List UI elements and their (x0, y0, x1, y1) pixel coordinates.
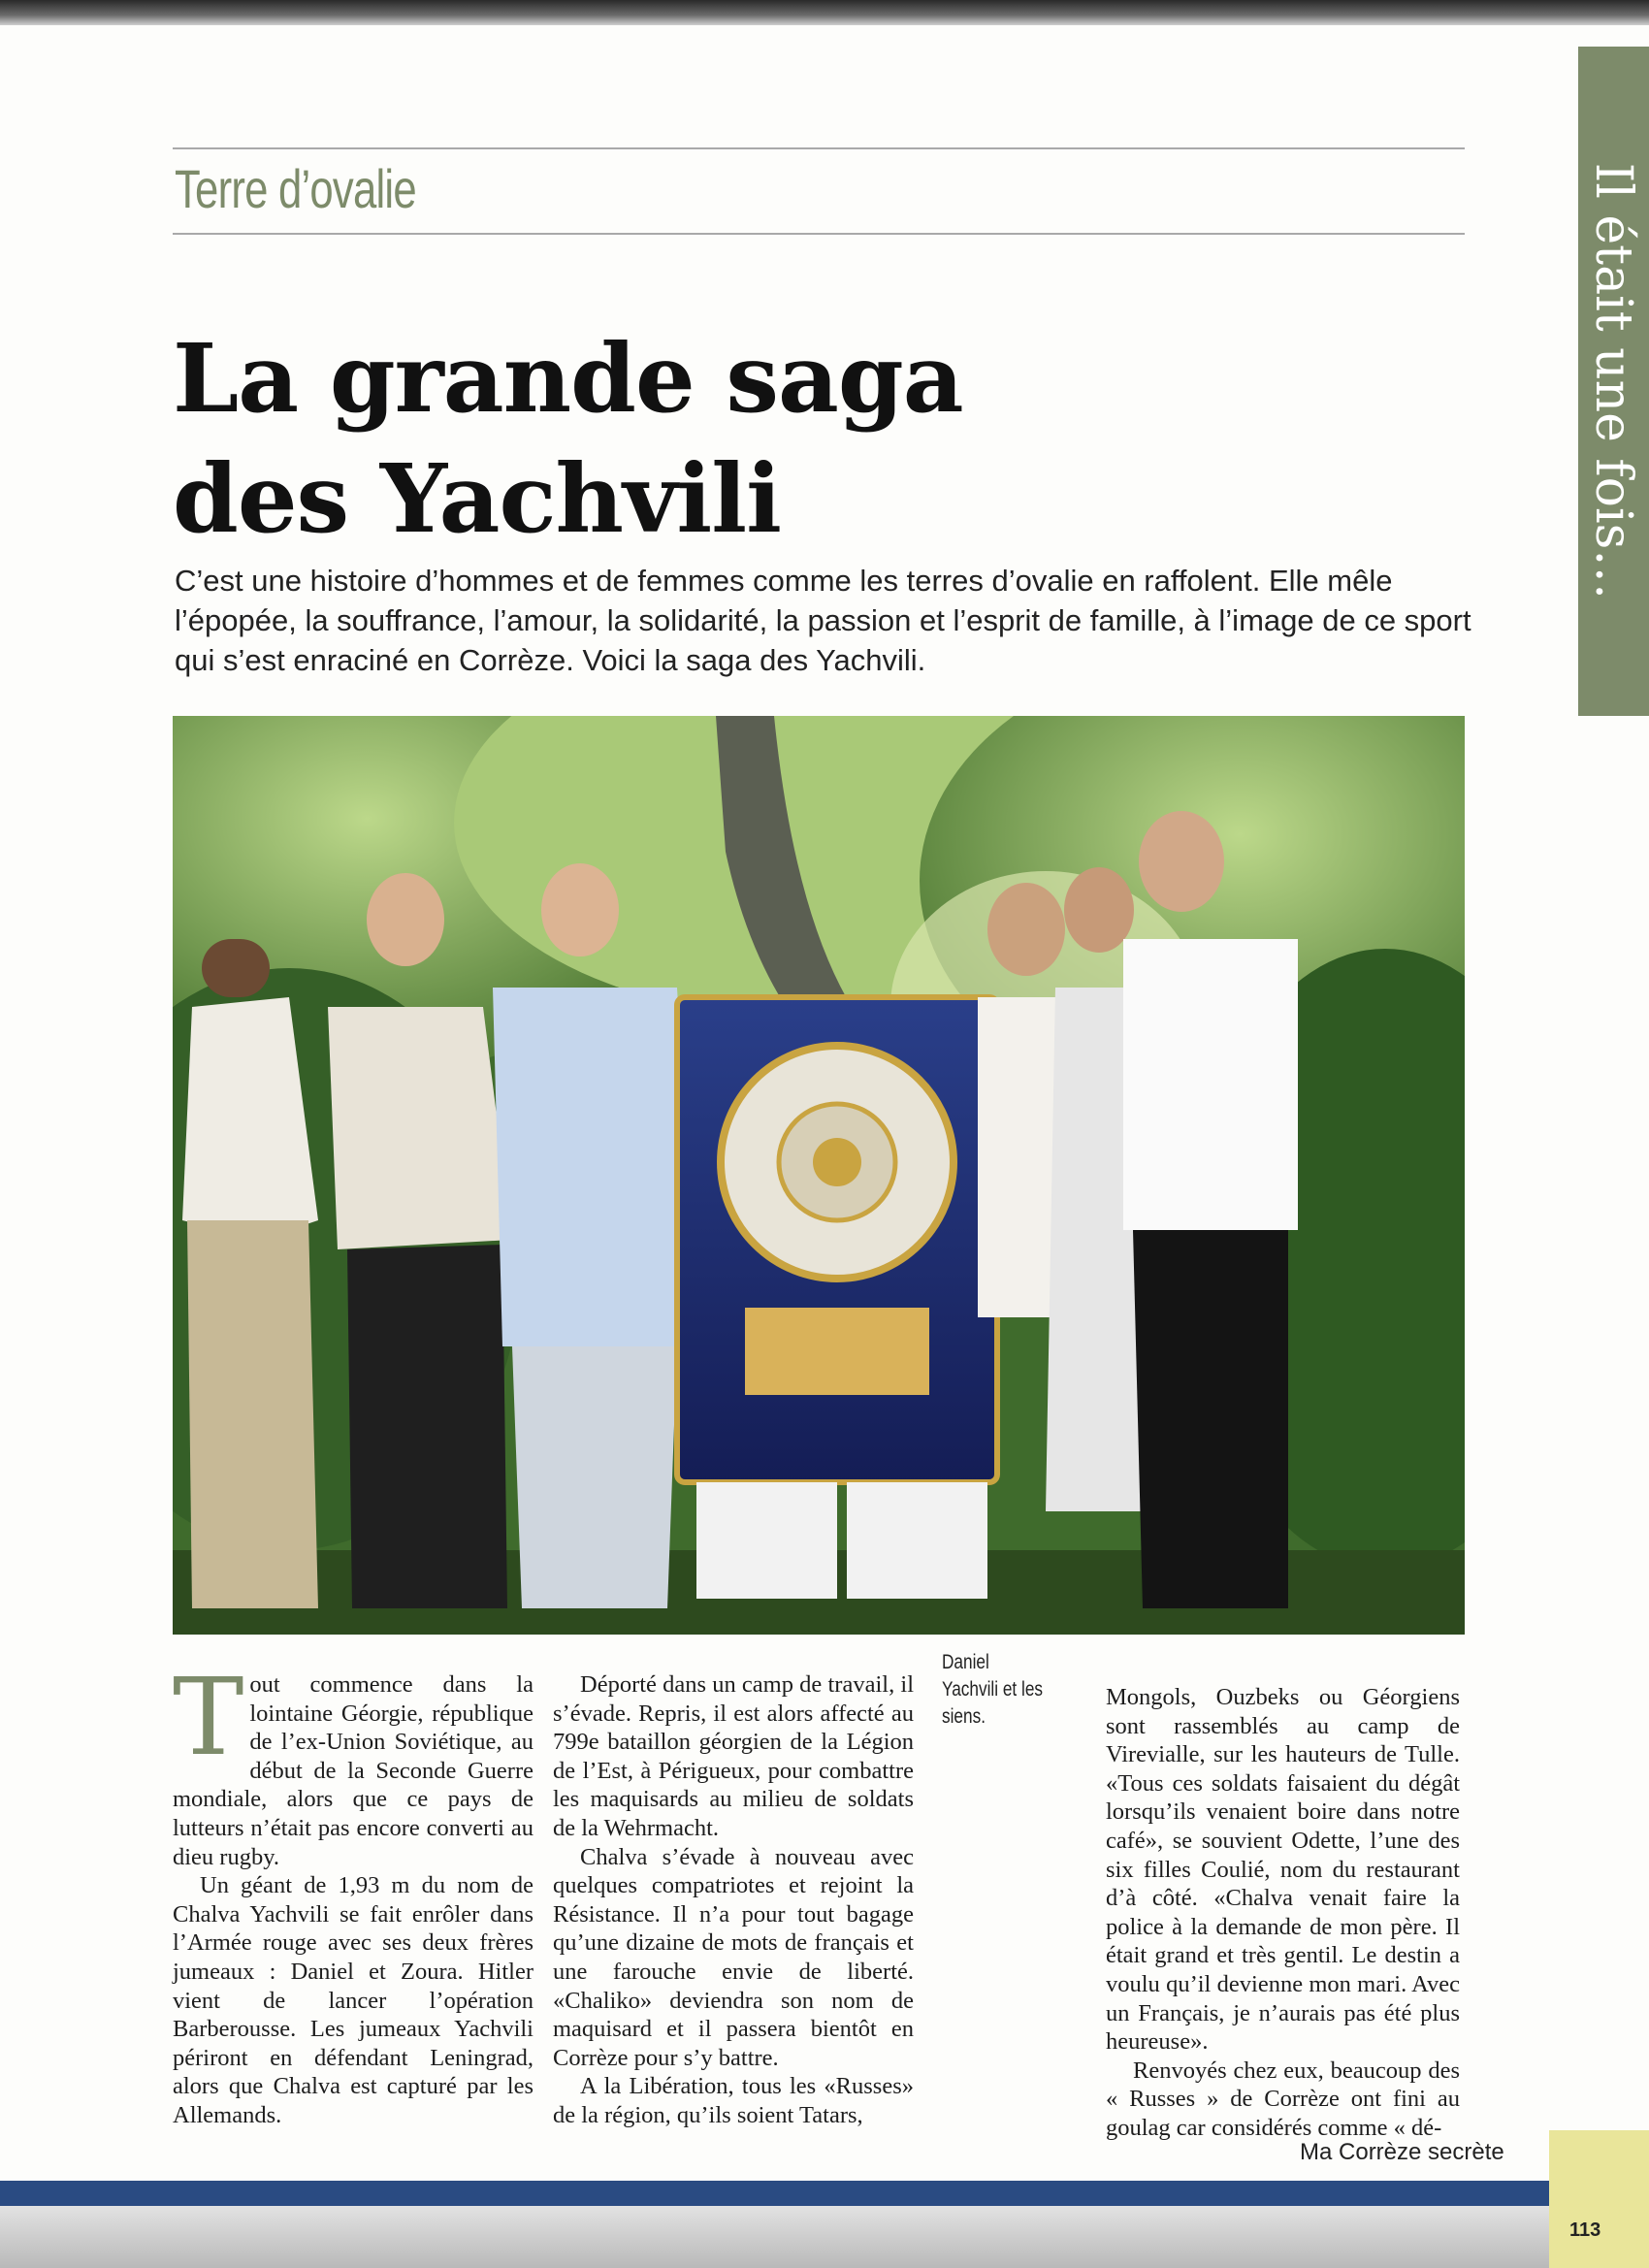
intro-paragraph: C’est une histoire d’hommes et de femmes comme les terres d’ovalie en raffolent. Elle mêle l’épopée, la souffrance, l’amour, la solidarité, la passion et l’esprit de famille, à l’image de ce sport qui s’est enraciné en Corrèze. Voici la saga des Yachvili. (175, 564, 1471, 677)
article-paragraph: Chalva s’évade à nouveau avec quelques compatriotes et rejoint la Résistance. Il n’a pour tout bagage qu’une dizaine de mots de français et une farouche envie de liberté. «Chaliko» deviendra son nom de maquisard et il passera bientôt en Corrèze pour s’y battre. (553, 1843, 914, 2071)
headline (173, 318, 1337, 559)
top-edge (0, 0, 1649, 25)
article-column-1 (173, 1655, 534, 2130)
family-photo (173, 716, 1465, 1635)
article-column-2 (553, 1670, 914, 2130)
headline-line-1: La grande saga (173, 323, 963, 434)
article-column-3 (1106, 1683, 1460, 2143)
section-label: Terre d’ovalie (175, 158, 416, 219)
page-number-tab (1549, 2130, 1649, 2268)
section-rule-bottom (173, 233, 1465, 235)
side-tab-text: Il était une fois… (1584, 162, 1642, 600)
section-rule-top (173, 147, 1465, 149)
page-number: 113 (1569, 2219, 1601, 2241)
headline-line-2: des Yachvili (173, 443, 781, 554)
article-paragraph: Déporté dans un camp de travail, il s’évade. Repris, il est alors affecté au 799e bataillon géorgien de la Légion de l’Est, à Périgueux, pour combattre les maquisards au milieu de soldats de la Wehrmacht. (553, 1671, 914, 1841)
article-paragraph: Mongols, Ouzbeks ou Géorgiens sont rassemblés au camp de Virevialle, sur les hauteurs de Tulle. «Tous ces soldats faisaient du dégât lorsqu’ils venaient boire dans notre café», se souvient Odette, l’une des six filles Coulié, nom du restaurant d’à côté. «Chalva venait faire la police à la demande de mon père. Il était grand et très gentil. Le destin a voulu qu’il devienne mon mari. Avec un Français, je n’aurais pas été plus heureuse». (1106, 1684, 1460, 2056)
photo-caption: Daniel Yachvili et les siens. (942, 1651, 1044, 1728)
article-paragraph: A la Libération, tous les «Russes» de la région, qu’ils soient Tatars, (553, 2073, 914, 2128)
article-paragraph: Tout commence dans la lointaine Géorgie, république de l’ex-Union Soviétique, au début de la Seconde Guerre mondiale, alors que ce pays de lutteurs n’était pas encore converti au dieu rugby. (173, 1655, 534, 1870)
article-paragraph: Un géant de 1,93 m du nom de Chalva Yachvili se fait enrôler dans l’Armée rouge avec ses deux frères jumeaux : Daniel et Zoura. Hitler vient de lancer l’opération Barberousse. Les jumeaux Yachvili périront en défendant Leningrad, alors que Chalva est capturé par les Allemands. (173, 1872, 534, 2128)
drop-cap: T (173, 1655, 244, 1779)
footer-shade (0, 2206, 1549, 2268)
article-paragraph: Renvoyés chez eux, beaucoup des « Russes » de Corrèze ont fini au goulag car considérés comme « dé- (1106, 2057, 1460, 2141)
footer-bar (0, 2181, 1549, 2206)
book-title: Ma Corrèze secrète (1300, 2139, 1504, 2165)
